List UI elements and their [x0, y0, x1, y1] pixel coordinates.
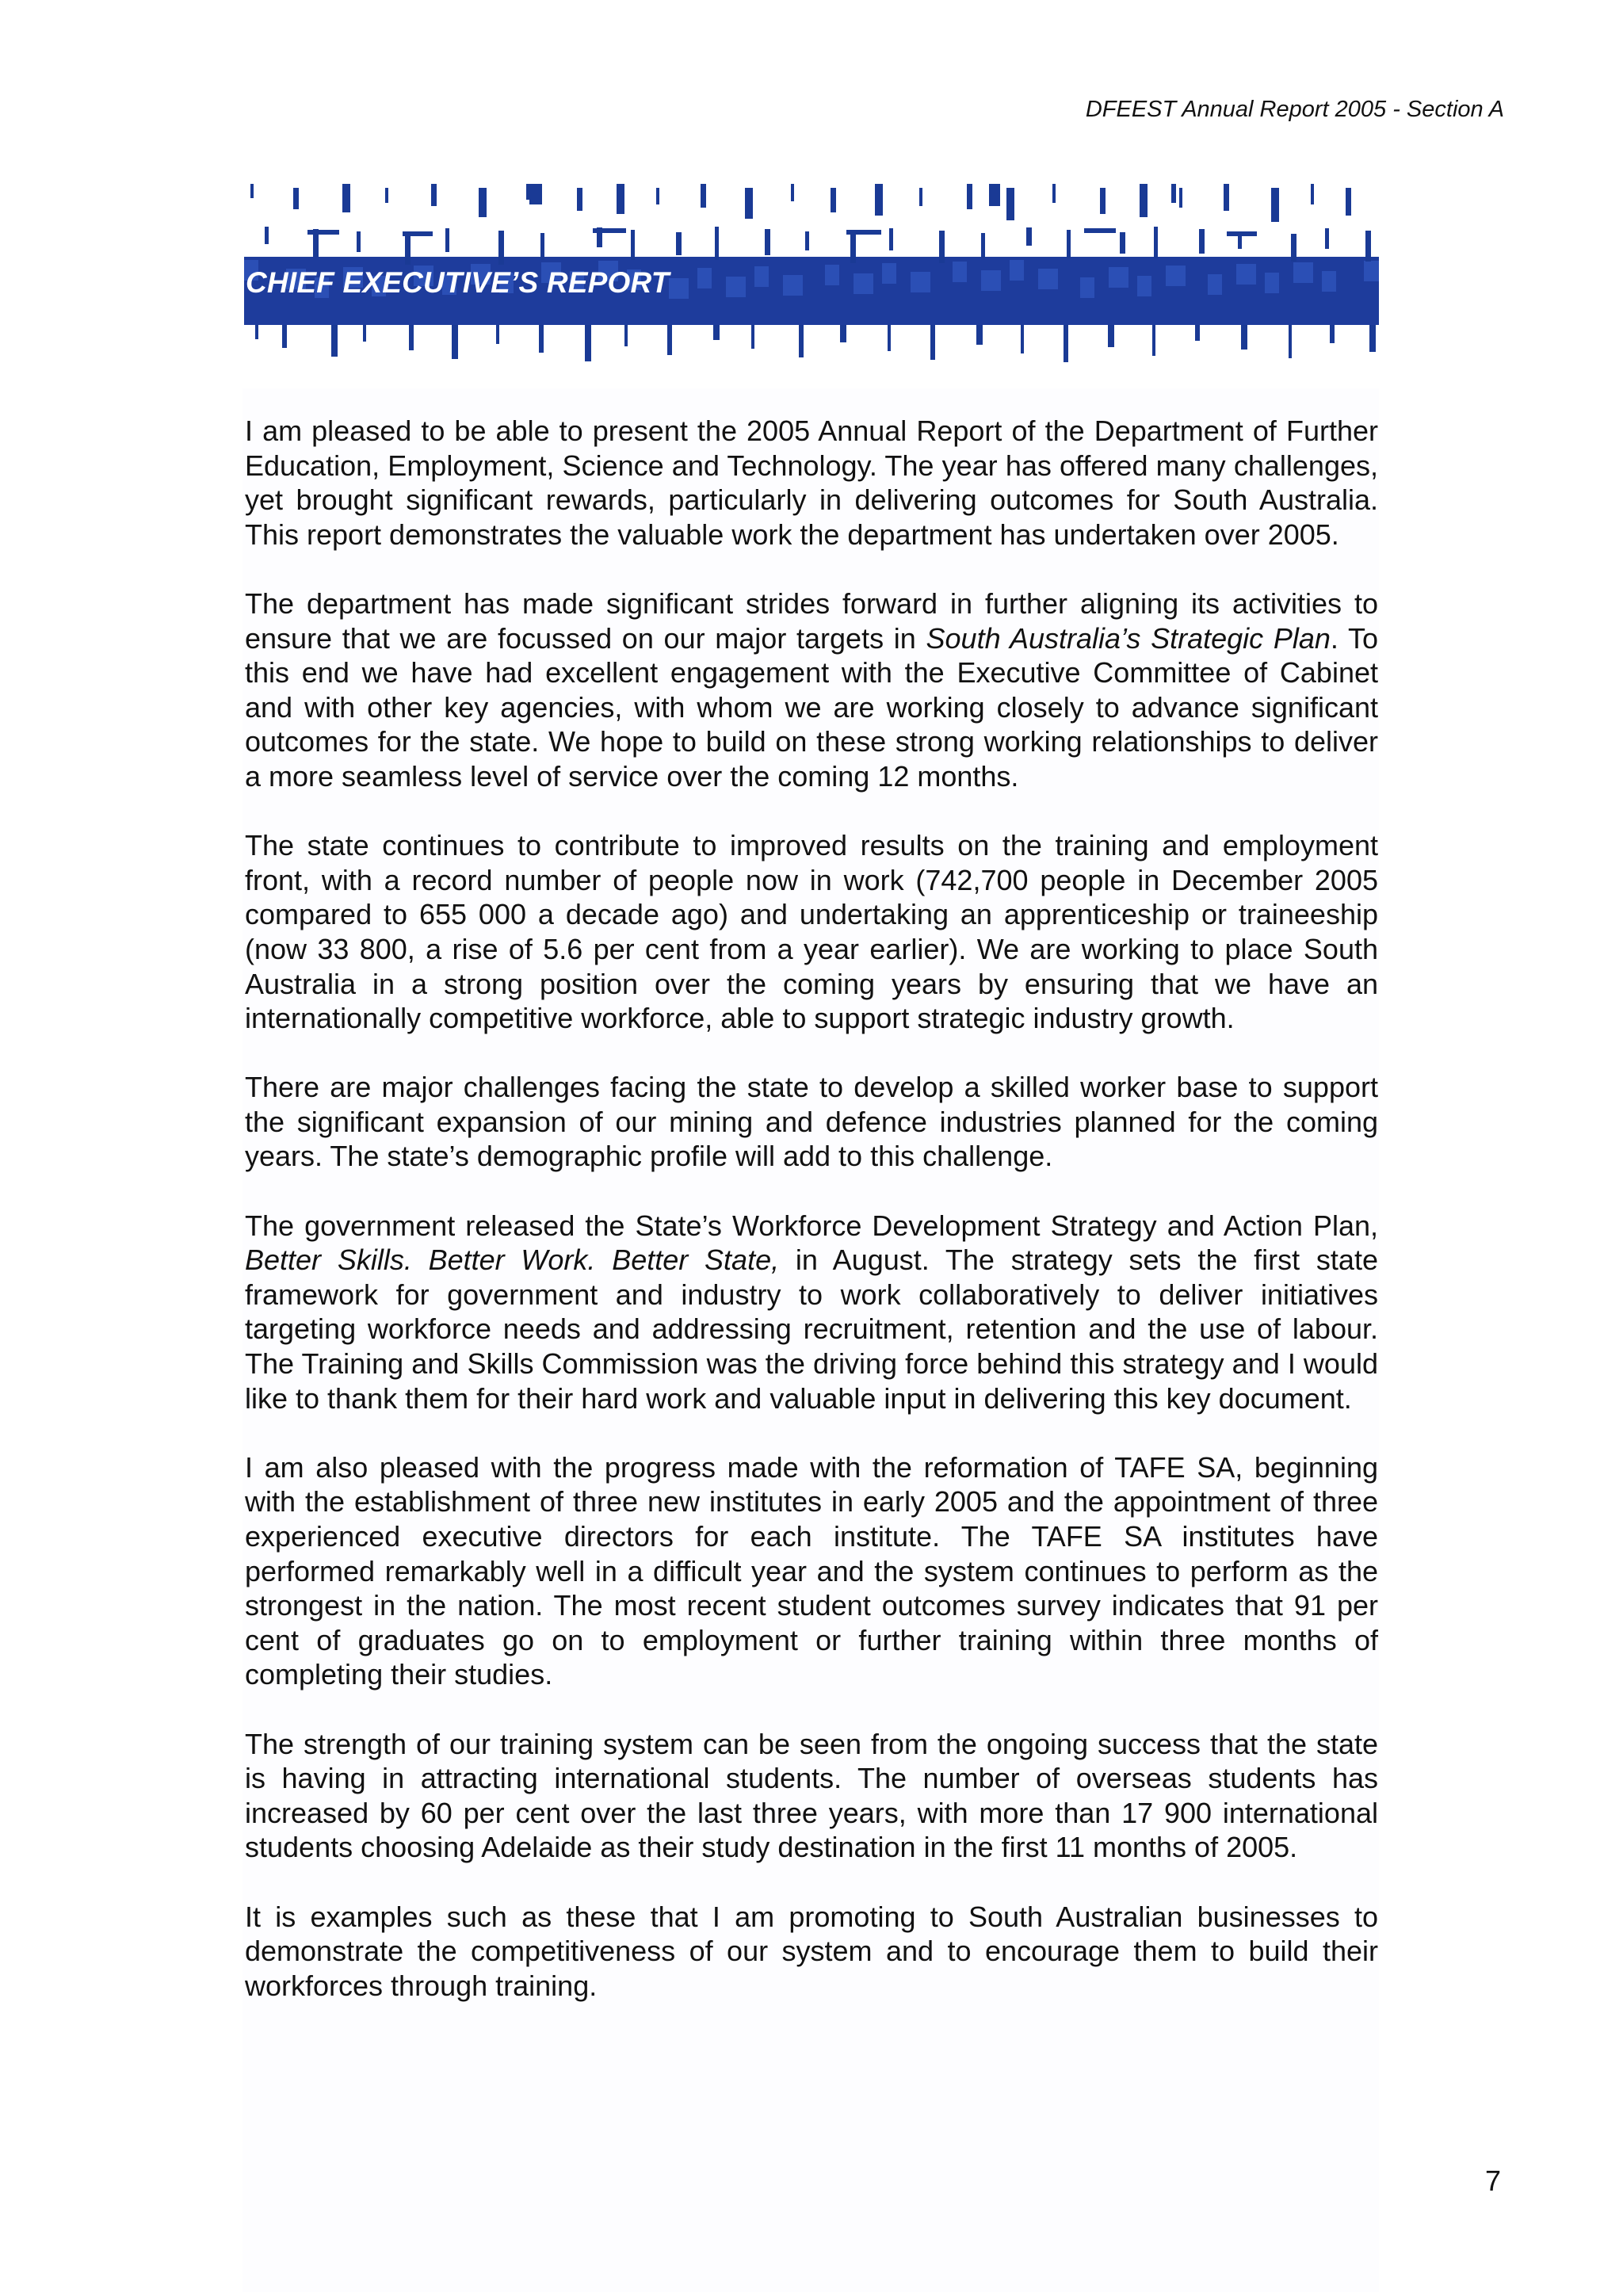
banner-upper-tick [577, 188, 582, 211]
banner-lower-tick [799, 325, 804, 357]
banner-lower-tick [667, 325, 672, 355]
banner-mid-tick [805, 231, 809, 250]
banner-texture-block [1166, 266, 1186, 286]
banner-lower-tick [539, 325, 544, 353]
banner-texture-block [783, 275, 803, 296]
paragraph-2-text-a: The department has made significant strides forward in further aligning its activities to ensure that we are focussed on our major targets in [245, 586, 1378, 655]
banner-texture-block [669, 278, 689, 299]
running-header: DFEEST Annual Report 2005 - Section A [1085, 97, 1504, 122]
banner-texture-block [1265, 273, 1279, 293]
banner-texture-block [1236, 264, 1256, 285]
banner-mid-tick [939, 231, 945, 263]
paragraph-2 [245, 586, 1378, 794]
banner-mid-tick [1365, 231, 1371, 262]
banner-upper-tick [919, 188, 922, 206]
banner-lower-tick [888, 325, 891, 351]
banner-upper-tick [385, 188, 388, 203]
paragraph-8: It is examples such as these that I am promoting to South Australian businesses to demonstrate the competitiveness of our system and to encourage them to build their workforces through training. [245, 1900, 1378, 2002]
banner-lower-tick [1108, 325, 1114, 347]
banner-upper-tick [791, 184, 794, 201]
banner-texture-block [1322, 271, 1336, 292]
banner-texture-block [1137, 276, 1151, 296]
banner-mid-tick [265, 227, 269, 244]
banner-mid-tick [1026, 227, 1032, 246]
banner-cap [1227, 231, 1257, 236]
page-number: 7 [1484, 2164, 1501, 2197]
banner-lower-tick [713, 325, 720, 340]
strategy-title: Better Skills. Better Work. Better State, [245, 1244, 780, 1277]
banner-lower-tick [976, 325, 983, 345]
banner-mid-tick [1199, 229, 1205, 254]
banner-upper-tick [1100, 188, 1106, 214]
banner-lower-tick [840, 325, 846, 342]
banner-lower-tick [452, 325, 458, 359]
banner-upper-tick [1346, 188, 1351, 216]
banner-texture-block [1109, 267, 1128, 288]
banner-texture-block [697, 268, 712, 288]
banner-lower-tick [1241, 325, 1247, 350]
banner-texture-block [911, 272, 930, 292]
banner-upper-tick [431, 184, 437, 206]
strategic-plan-title: South Australia’s Strategic Plan [926, 621, 1331, 655]
banner-mid-tick [981, 233, 985, 258]
banner-mid-tick [357, 231, 361, 252]
banner-upper-tick [617, 184, 624, 214]
banner-mid-tick [540, 233, 544, 260]
banner-mid-tick [405, 234, 411, 265]
banner-upper-tick [1271, 188, 1279, 222]
banner-upper-tick [342, 184, 350, 212]
banner-mid-tick [445, 228, 449, 252]
banner-upper-tick [875, 184, 883, 216]
banner-upper-tick [293, 188, 299, 209]
banner-upper-tick [745, 188, 753, 219]
banner-upper-tick [701, 184, 706, 208]
banner-mid-tick [889, 228, 893, 250]
banner-upper-tick [656, 188, 659, 204]
banner-texture-block [1208, 274, 1222, 295]
banner-lower-tick [363, 325, 366, 342]
banner-mid-tick [1120, 232, 1125, 254]
section-title: CHIEF EXECUTIVE’S REPORT [246, 266, 670, 299]
paragraph-7: The strength of our training system can be seen from the ongoing success that the state is having in attracting international students. The number of overseas students has increased by 60 per cent over the last three years, with more than 17 900 international students choosing Adelaide as their study destination in the first 11 months of 2005. [245, 1727, 1378, 1864]
banner-mid-tick [1154, 227, 1158, 258]
banner-texture-block [1080, 277, 1094, 298]
banner-texture-block [1038, 269, 1058, 289]
banner-lower-tick [409, 325, 414, 350]
banner-upper-tick [250, 184, 254, 198]
banner-lower-tick [255, 325, 258, 339]
paragraph-2-text-b: . To this end we have had excellent engagement with the Executive Committee of Cabinet and with other key agencies, with whom we are working closely to advance significant outcomes for the state. We hope to build on these strong working relationships to deliver a more seamless level of service over the coming 12 months. [245, 621, 1379, 793]
banner-texture-block [726, 277, 746, 297]
banner-upper-tick [1052, 184, 1056, 203]
banner-upper-tick [526, 184, 529, 200]
banner-upper-tick [1179, 188, 1182, 208]
banner-lower-tick [1330, 325, 1335, 343]
paragraph-1: I am pleased to be able to present the 2005 Annual Report of the Department of Further Education, Employment, Science and Technology. The year has offered many challenges, yet brought significant rewards, particularly in delivering outcomes for South Australia. This report demonstrates the valuable work the department has undertaken over 2005. [245, 415, 1378, 551]
banner-mid-tick [1067, 230, 1071, 258]
banner-upper-tick [967, 184, 972, 209]
banner-lower-tick [331, 325, 338, 357]
banner-mid-tick [631, 230, 635, 260]
banner-texture-block [854, 273, 873, 294]
banner-upper-tick [1224, 184, 1229, 211]
banner-mid-tick [850, 234, 856, 263]
banner-texture-block [754, 266, 769, 287]
banner-lower-tick [1021, 325, 1024, 353]
banner-cap [1084, 228, 1116, 233]
banner-lower-tick [751, 325, 754, 349]
banner-cap [307, 230, 339, 235]
banner-upper-tick [1006, 188, 1014, 220]
banner-upper-tick [1140, 184, 1148, 217]
banner-lower-tick [1152, 325, 1155, 356]
banner-lower-tick [930, 325, 935, 360]
section-banner [244, 184, 1379, 372]
banner-texture-block [882, 263, 896, 284]
banner-upper-block [529, 184, 542, 204]
banner-lower-tick [1369, 325, 1376, 352]
banner-mid-tick [765, 229, 770, 255]
banner-upper-block [989, 184, 1000, 206]
paragraph-6: I am also pleased with the progress made with the reformation of TAFE SA, beginning with the establishment of three new institutes in early 2005 and the appointment of three experienced executive directors for each institute. The TAFE SA institutes have performed remarkably well in a difficult year and the system continues to perform as the strongest in the nation. The most recent student outcomes survey indicates that 91 per cent of graduates go on to employment or further training within three months of completing their studies. [245, 1450, 1378, 1691]
banner-texture-block [1364, 261, 1379, 281]
banner-cap [593, 228, 626, 233]
paragraph-3: The state continues to contribute to improved results on the training and employment front, with a record number of people now in work (742,700 people in December 2005 compared to 655 000 a decade ago) and undertaking an apprenticeship or traineeship (now 33 800, a rise of 5.6 per cent from a year earlier). We are working to place South Australia in a strong position over the coming years by ensuring that we have an internationally competitive workforce, able to support strategic industry growth. [245, 829, 1378, 1035]
banner-upper-tick [479, 188, 487, 217]
banner-cap [846, 230, 881, 235]
banner-texture-block [1010, 260, 1024, 281]
report-body [245, 414, 1378, 2038]
banner-lower-tick [496, 325, 499, 344]
paragraph-5 [245, 1209, 1378, 1416]
banner-mid-tick [1325, 228, 1329, 249]
paragraph-4: There are major challenges facing the state to develop a skilled worker base to support the significant expansion of our mining and defence industries planned for the coming years. The state’s demographic profile will add to this challenge. [245, 1071, 1378, 1173]
banner-texture-block [1293, 262, 1313, 283]
banner-texture-block [953, 262, 967, 282]
banner-mid-tick [498, 231, 504, 265]
banner-upper-tick [1311, 184, 1314, 204]
banner-lower-tick [282, 325, 287, 348]
banner-lower-tick [1289, 325, 1292, 358]
paragraph-5-text-a: The government released the State’s Workforce Development Strategy and Action Plan, [245, 1209, 1378, 1242]
banner-upper-block [1171, 184, 1176, 203]
banner-texture-block [981, 270, 1001, 291]
banner-lower-tick [1064, 325, 1068, 362]
banner-upper-tick [831, 188, 836, 212]
banner-lower-tick [624, 325, 628, 346]
banner-lower-tick [1195, 325, 1200, 341]
banner-mid-tick [676, 232, 682, 255]
paragraph-5-text-b: in August. The strategy sets the first state framework for government and industry to work collaboratively to deliver initiatives targeting workforce needs and addressing recruitment, retention and the use of labour. The Training and Skills Commission was the driving force behind this strategy and I would like to thank them for their hard work and valuable input in delivering this key document. [245, 1244, 1378, 1415]
banner-texture-block [825, 265, 839, 285]
banner-lower-tick [585, 325, 591, 361]
banner-mid-tick [715, 227, 719, 260]
banner-cap [403, 231, 433, 236]
banner-mid-tick [1291, 234, 1296, 262]
